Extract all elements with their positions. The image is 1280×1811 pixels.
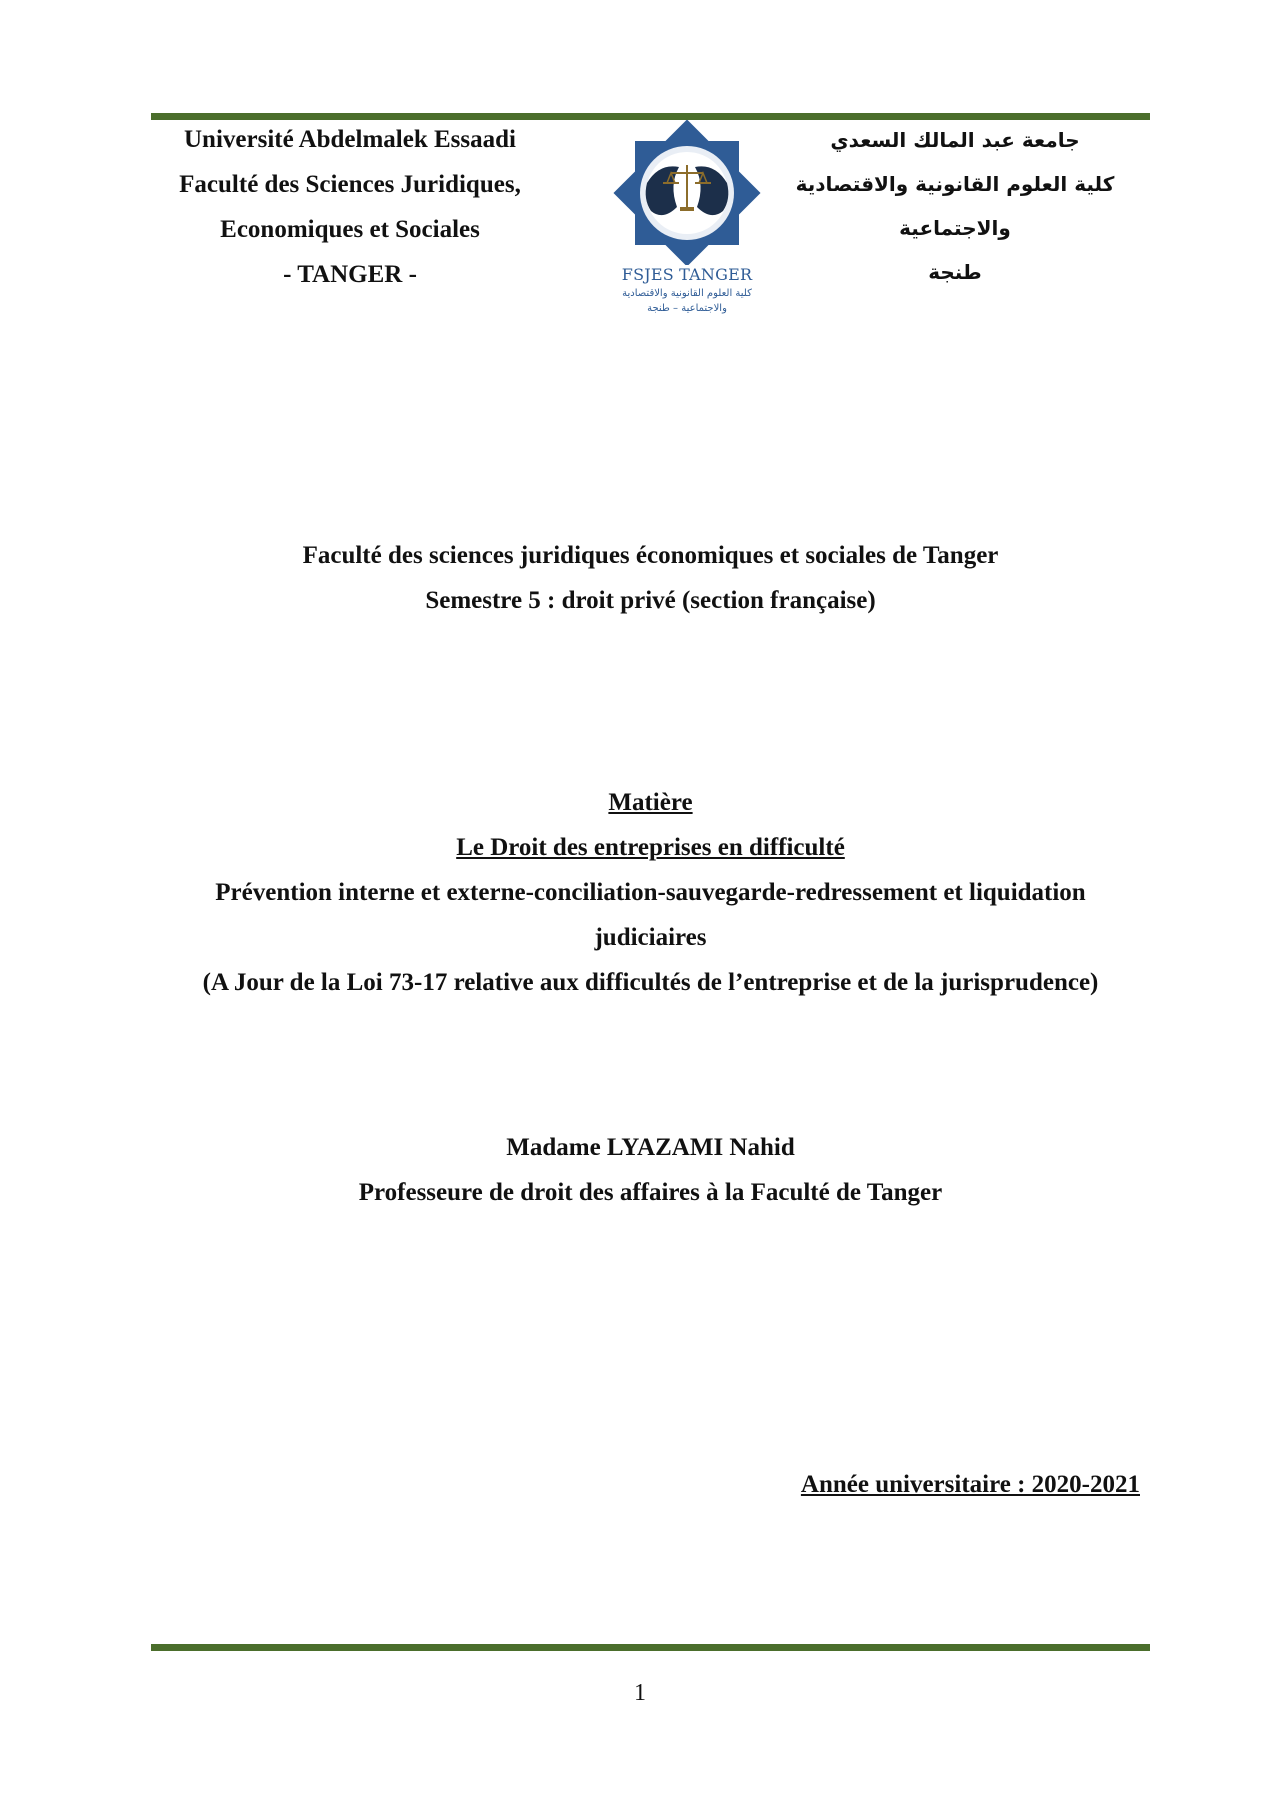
logo-arabic-line1: كلية العلوم القانونية والاقتصادية <box>622 288 752 299</box>
university-header-fr <box>160 117 540 297</box>
author-info <box>151 1125 1150 1215</box>
scales-of-justice-emblem-icon <box>606 120 768 265</box>
university-header-ar <box>755 118 1155 294</box>
semester-info: Semestre 5 : droit privé (section française) <box>425 587 876 614</box>
faculty-logo <box>606 120 768 320</box>
course-subject <box>151 780 1150 1005</box>
academic-year: Année universitaire : 2020-2021 <box>800 1471 1140 1498</box>
city-name-ar: طنجة <box>928 260 982 284</box>
course-title: Le Droit des entreprises en difficulté <box>456 834 845 861</box>
university-name-ar: جامعة عبد المالك السعدي <box>830 128 1080 152</box>
subject-heading: Matière <box>608 789 693 816</box>
faculty-name-line1: Faculté des Sciences Juridiques, <box>179 171 521 198</box>
faculty-name-line2: Economiques et Sociales <box>220 216 480 243</box>
author-name: Madame LYAZAMI Nahid <box>506 1134 795 1161</box>
faculty-full-name: Faculté des sciences juridiques économiques et sociales de Tanger <box>302 542 999 569</box>
course-description-line1: Prévention interne et externe-conciliation-sauvegarde-redressement et liquidation <box>215 879 1086 906</box>
city-name: - TANGER - <box>283 261 417 288</box>
logo-title: FSJES TANGER <box>621 265 753 284</box>
bottom-rule <box>151 1644 1150 1651</box>
author-role: Professeure de droit des affaires à la Faculté de Tanger <box>358 1179 943 1206</box>
page-number: 1 <box>634 1680 646 1706</box>
faculty-info <box>151 533 1150 623</box>
faculty-name-ar: كلية العلوم القانونية والاقتصادية والاجتماعية <box>795 172 1115 240</box>
logo-arabic-line2: والاجتماعية – طنجة <box>647 303 727 314</box>
university-name: Université Abdelmalek Essaadi <box>184 126 516 153</box>
course-description-line2: judiciaires <box>594 924 707 951</box>
update-note: (A Jour de la Loi 73-17 relative aux difficultés de l’entreprise et de la jurisprudence) <box>202 969 1099 996</box>
